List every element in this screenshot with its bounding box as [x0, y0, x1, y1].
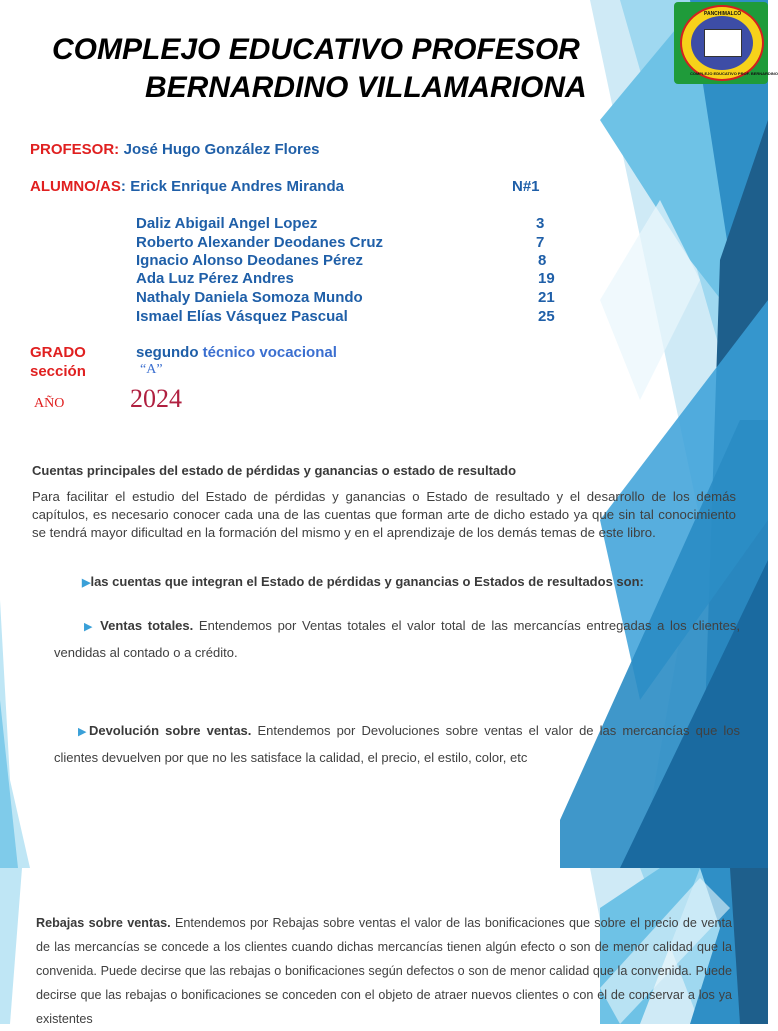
anio-label: AÑO	[34, 396, 65, 411]
alumno-name: Ignacio Alonso Deodanes Pérez	[136, 252, 363, 269]
page-title-line2: BERNARDINO VILLAMARIONA	[145, 71, 587, 104]
alumno-name: Nathaly Daniela Somoza Mundo	[136, 289, 363, 306]
alumno-name: Ada Luz Pérez Andres	[136, 270, 294, 287]
alumno-name: Roberto Alexander Deodanes Cruz	[136, 234, 383, 251]
page-title-line1: COMPLEJO EDUCATIVO PROFESOR	[52, 33, 580, 66]
grado-value-part2: técnico vocacional	[202, 344, 337, 361]
alumno-num-first: N#1	[512, 178, 540, 195]
seccion-label: sección	[30, 363, 86, 380]
ventas-title: Ventas totales.	[100, 618, 194, 633]
alumnos-row	[30, 178, 344, 196]
alumno-name: Ismael Elías Vásquez Pascual	[136, 308, 348, 325]
ventas-paragraph	[54, 613, 740, 666]
alumno-num: 19	[538, 270, 555, 287]
left-accent-strip	[0, 868, 22, 1024]
grado-value	[136, 344, 337, 362]
intro-paragraph: Para facilitar el estudio del Estado de pérdidas y ganancias o Estado de resultado y el desarrollo de los demás capítulos, es necesario conocer cada una de las cuentas que forman arte de dicho estado ya que sin tal conocimiento se tendrá mayor dificultad en la formación del mismo y en el aprendizaje de los demás temas de este libro.	[32, 489, 736, 540]
alumno-num: 7	[536, 234, 545, 251]
alumno-name-first: Erick Enrique Andres Miranda	[130, 178, 344, 195]
anio-value: 2024	[130, 384, 182, 413]
list-intro	[82, 574, 742, 589]
devolucion-title: Devolución sobre ventas.	[88, 723, 252, 738]
devolucion-text: Entendemos por Devoluciones sobre ventas el valor de las mercancías que los clientes devuelven por que no les satisface la calidad, el precio, el estilo, color, etc	[54, 723, 741, 765]
alumno-num: 8	[538, 252, 547, 269]
ventas-text: Entendemos por Ventas totales el valor total de las mercancías entregadas a los clientes, vendidas al contado o a crédito.	[54, 618, 740, 660]
section-heading: Cuentas principales del estado de pérdidas y ganancias o estado de resultado	[32, 463, 517, 478]
alumnos-colon: :	[120, 178, 126, 195]
profesor-row	[30, 141, 320, 159]
profesor-label: PROFESOR:	[30, 141, 120, 158]
profesor-name: José Hugo González Flores	[123, 141, 320, 158]
alumno-num: 3	[536, 215, 545, 232]
bullet-icon: ▶	[78, 726, 89, 738]
rebajas-title: Rebajas sobre ventas.	[36, 916, 171, 930]
bullet-icon: ▶	[84, 621, 95, 633]
slide-page-2	[0, 868, 768, 1024]
bullet-icon: ▶	[82, 577, 91, 589]
school-crest-icon	[680, 5, 778, 81]
alumnos-label: ALUMNO/AS	[30, 178, 121, 195]
rebajas-paragraph	[36, 911, 732, 1031]
grado-label: GRADO	[30, 344, 86, 361]
alumno-name: Daliz Abigail Angel Lopez	[136, 215, 318, 232]
alumno-num: 25	[538, 308, 555, 325]
logo-bottom-text: COMPLEJO EDUCATIVO PROF. BERNARDINO	[690, 71, 778, 76]
seccion-value: “A”	[140, 362, 163, 377]
logo-top-text: PANCHIMALCO	[704, 11, 742, 17]
list-intro-text: las cuentas que integran el Estado de pérdidas y ganancias o Estados de resultados son:	[90, 574, 644, 589]
alumno-num: 21	[538, 289, 555, 306]
grado-value-part1: segundo	[136, 344, 203, 361]
crest-book-icon	[704, 29, 742, 57]
devolucion-paragraph	[54, 718, 740, 771]
school-logo	[674, 2, 778, 84]
rebajas-text: Entendemos por Rebajas sobre ventas el valor de las bonificaciones que sobre el precio de venta de las mercancías se concede a los clientes cuando dichas mercancías tienen algún efecto o son de menor calidad que la convenida. Puede decirse que las rebajas o bonificaciones según defectos o son de menor calidad que la convenida. Puede decirse que las rebajas o bonificaciones se conceden con el objeto de atraer nuevos clientes o con el de conservar a los ya existentes	[36, 916, 732, 1026]
